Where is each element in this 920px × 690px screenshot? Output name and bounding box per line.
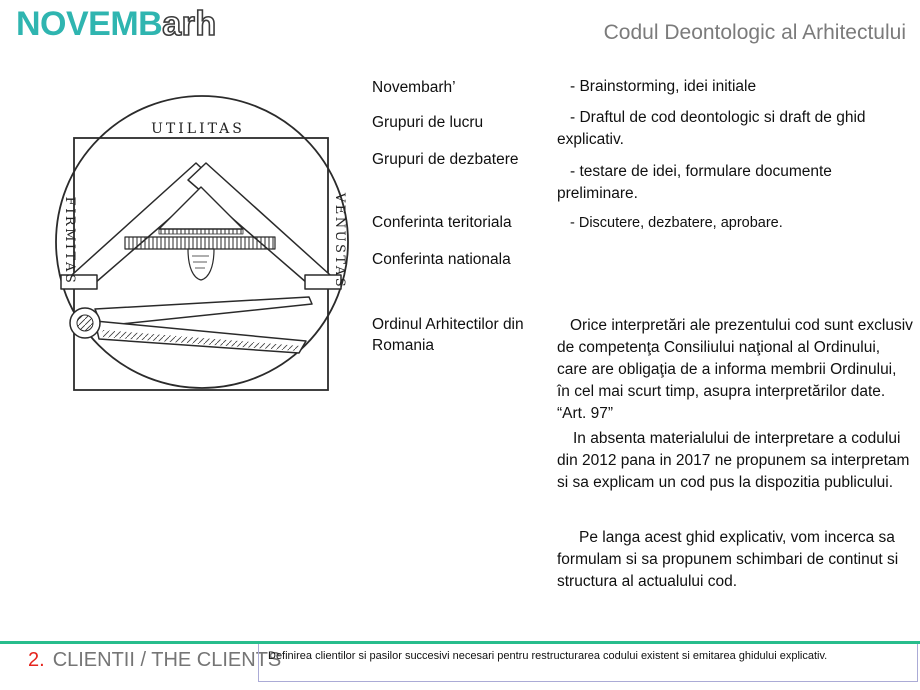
page-title: Codul Deontologic al Arhitectului [603, 21, 906, 44]
section-number: 2. [28, 649, 45, 671]
emblem-word-utilitas: UTILITAS [151, 121, 245, 137]
emblem-word-firmitas: FIRMITAS [62, 196, 77, 286]
logo-text-arh: arh [162, 5, 217, 43]
section-title: CLIENTII / THE CLIENTS [52, 649, 282, 671]
set-square-drawing [61, 163, 341, 289]
footer-description-box [258, 644, 918, 682]
body-paragraph: Pe langa acest ghid explicativ, vom incerca sa formulam si sa propunem schimbari de continut si structura al actualului cod. [557, 529, 899, 590]
emblem-word-venustas: VENUSTAS [332, 192, 347, 290]
stage-label-ordinul-arhitectilor: Ordinul Arhitectilor din Romania [372, 316, 524, 354]
stage-label-grupuri-de-dezbatere: Grupuri de dezbatere [372, 151, 519, 168]
compass-drawing [70, 297, 312, 353]
section-label [28, 649, 281, 672]
body-paragraph: In absenta materialului de interpretare a codului din 2012 pana in 2017 ne propunem sa interpretam si sa explicam un cod pus la dispozitia publicului. [557, 430, 910, 491]
vitruvian-emblem [55, 85, 365, 395]
logo-text-novemb: NOVEMB [16, 5, 163, 43]
stage-label-conferinta-nationala: Conferinta nationala [372, 251, 511, 268]
stage-label-conferinta-teritoriala: Conferinta teritoriala [372, 214, 512, 231]
process-note: - testare de idei, formulare documente preliminare. [557, 163, 832, 202]
process-note: - Brainstorming, idei initiale [570, 78, 757, 95]
logo [16, 5, 217, 44]
stage-label-novembarh: Novembarh’ [372, 79, 456, 96]
process-note: - Discutere, dezbatere, aprobare. [570, 215, 783, 231]
body-paragraph: Orice interpretări ale prezentului cod sunt exclusiv de competenţa Consiliului naţional al Ordinului, care are obligaţia de a informa membrii Ordinului, în cel mai scurt timp, asupra interpretărilor date. “Art. 97” [557, 317, 913, 422]
stage-label-grupuri-de-lucru: Grupuri de lucru [372, 114, 484, 131]
process-note: - Draftul de cod deontologic si draft de ghid explicativ. [557, 109, 866, 148]
plumb-bob [188, 249, 214, 280]
footer-description: Definirea clientilor si pasilor succesivi necesari pentru restructurarea codului existent si emitarea ghidului explicativ. [268, 650, 828, 662]
